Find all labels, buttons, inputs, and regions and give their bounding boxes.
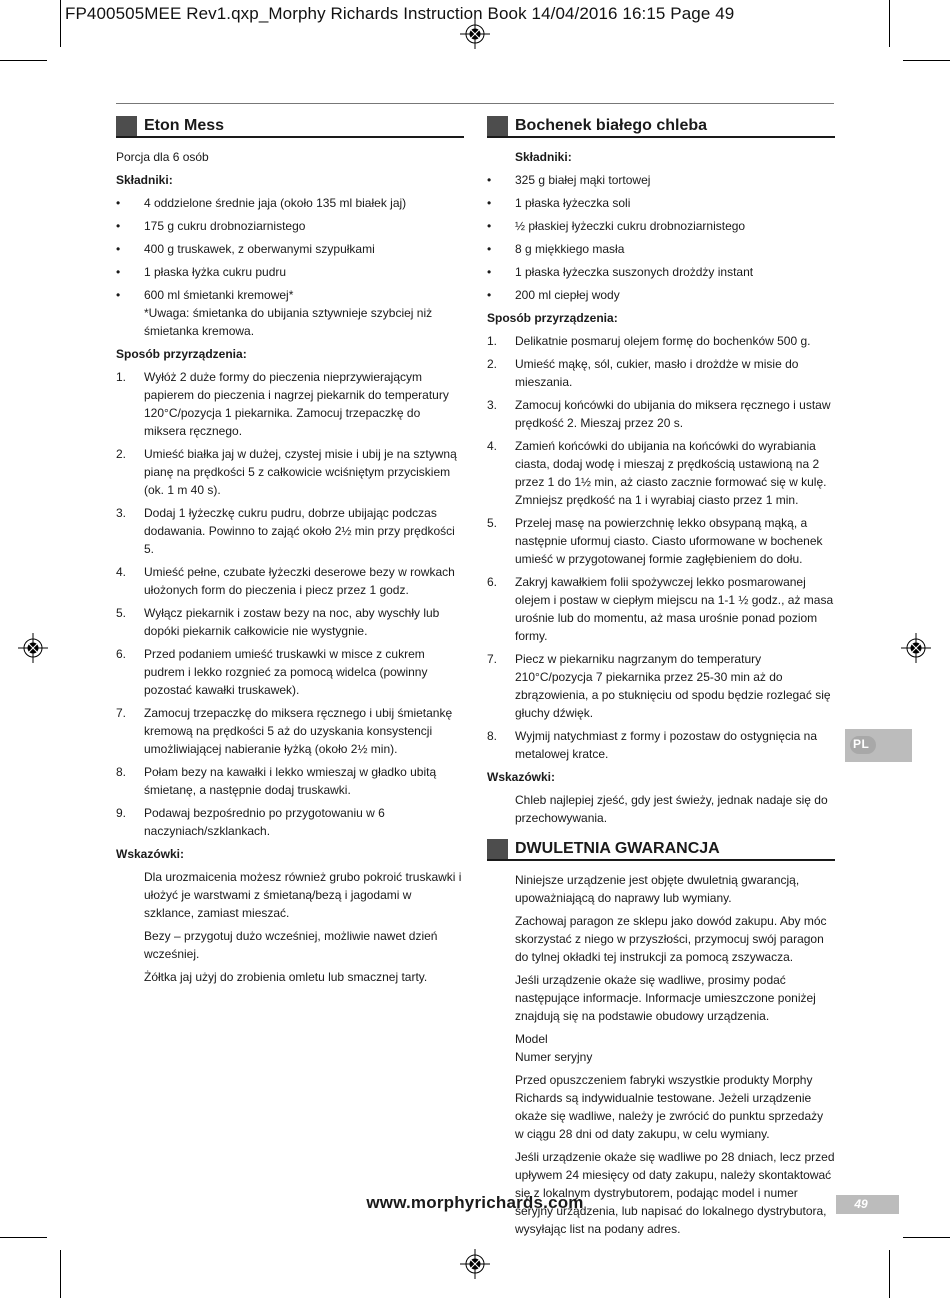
registration-mark-icon	[901, 633, 931, 663]
serves-text: Porcja dla 6 osób	[116, 150, 209, 164]
bullet-icon: •	[116, 196, 121, 210]
list-item: 6. Zakryj kawałkiem folii spożywczej lekko posmarowanej olejem i postaw w ciepłym miejscu na 1-1 ½ godz., aż masa urośnie lub do momentu, aż masa urośnie ponad poziom formy.	[487, 575, 834, 643]
recipe-title: Eton Mess	[144, 117, 225, 134]
bullet-icon: •	[487, 265, 492, 279]
bullet-icon: •	[487, 288, 492, 302]
list-item: 5. Wyłącz piekarnik i zostaw bezy na noc, aby wyschły lub dopóki piekarnik całkowicie nie wystygnie.	[116, 606, 440, 638]
crop-mark	[60, 1250, 61, 1298]
list-item: 8. Połam bezy na kawałki i lekko wmieszaj w gładko ubitą śmietanę, a następnie dodaj truskawki.	[116, 765, 437, 797]
bullet-icon: •	[116, 288, 121, 302]
list-item: • 400 g truskawek, z oberwanymi szypułkami	[116, 242, 375, 256]
method-steps	[487, 332, 835, 763]
tips-label: Wskazówki:	[116, 847, 185, 861]
heading-marker	[487, 839, 508, 859]
bullet-icon: •	[487, 219, 492, 233]
recipe-eton-mess	[116, 116, 464, 991]
warranty-paragraph: Jeśli urządzenie okaże się wadliwe po 28 dniach, lecz przed upływem 24 miesięcy od daty zakupu, należy skontaktować się z lokalnym dystrybutorem, podając model i numer seryjny urządzenia, lub napisać do lokalnego dystrybutora, wysyłając list na podany adres.	[515, 1150, 835, 1236]
registration-mark-icon	[18, 633, 48, 663]
crop-mark	[0, 60, 47, 61]
list-item: • 1 płaska łyżka cukru pudru	[116, 265, 287, 279]
top-rule	[116, 103, 834, 104]
method-label: Sposób przyrządzenia:	[487, 311, 618, 325]
language-code: PL	[853, 737, 870, 751]
list-item: 7. Zamocuj trzepaczkę do miksera ręcznego i ubij śmietankę kremową na prędkości 5 aż do uzyskania konsystencji umożliwiającej nabieranie łyżką (około 2½ min).	[116, 706, 453, 756]
list-item: 8. Wyjmij natychmiast z formy i pozostaw do ostygnięcia na metalowej kratce.	[487, 729, 818, 761]
page-number: 49	[854, 1197, 868, 1211]
list-item: • ½ płaskiej łyżeczki cukru drobnoziarnistego	[487, 219, 746, 233]
crop-mark	[903, 1237, 950, 1238]
crop-mark	[889, 0, 890, 47]
tip-text: Chleb najlepiej zjeść, gdy jest świeży, jednak nadaje się do przechowywania.	[515, 793, 828, 825]
warranty-paragraph: Jeśli urządzenie okaże się wadliwe, prosimy podać następujące informacje. Informacje umieszczone poniżej znajdują się na podstawie obudowy urządzenia.	[515, 973, 816, 1023]
list-item: 2. Umieść mąkę, sól, cukier, masło i drożdże w misie do mieszania.	[487, 357, 799, 389]
list-item: 5. Przelej masę na powierzchnię lekko obsypaną mąką, a następnie uformuj ciasto. Ciasto uformowane w bochenek umieść w przygotowanej formie zagłębieniem do dołu.	[487, 516, 823, 566]
language-tab	[845, 729, 912, 762]
list-item: • 1 płaska łyżeczka soli	[487, 196, 631, 210]
heading-marker	[487, 116, 508, 136]
list-item: 4. Umieść pełne, czubate łyżeczki deserowe bezy w rowkach ułożonych form do pieczenia i piecz przez 1 godz.	[116, 565, 455, 597]
list-item: 3. Zamocuj końcówki do ubijania do miksera ręcznego i ustaw prędkość 2. Mieszaj przez 20 s.	[487, 398, 831, 430]
bullet-icon: •	[116, 265, 121, 279]
warranty-serial: Numer seryjny	[515, 1050, 593, 1064]
ingredients-list	[487, 171, 835, 304]
list-item: • 8 g miękkiego masła	[487, 242, 625, 256]
tip-text: Bezy – przygotuj dużo wcześniej, możliwie nawet dzień wcześniej.	[144, 929, 438, 961]
list-item: 4. Zamień końcówki do ubijania na końcówki do wyrabiania ciasta, dodaj wodę i mieszaj z prędkością ustawioną na 2 przez 1 do 1½ min, aż ciasto zacznie formować się w kulę. Zmniejsz prędkość na 1 i wyrabiaj ciasto przez 1 min.	[487, 439, 827, 507]
recipe-title: Bochenek białego chleba	[515, 117, 708, 134]
crop-mark	[889, 1250, 890, 1298]
bullet-icon: •	[487, 196, 492, 210]
tip-text: Dla urozmaicenia możesz również grubo pokroić truskawki i ułożyć je warstwami z śmietaną/bezą i jagodami w szklance, zamiast mieszać.	[144, 870, 462, 920]
ingredients-list	[116, 194, 464, 340]
printer-slug: FP400505MEE Rev1.qxp_Morphy Richards Instruction Book 14/04/2016 16:15 Page 49	[65, 4, 735, 23]
bullet-icon: •	[116, 242, 121, 256]
tips-label: Wskazówki:	[487, 770, 556, 784]
list-item: 3. Dodaj 1 łyżeczkę cukru pudru, dobrze ubijając podczas dodawania. Powinno to zająć około 2½ min przy prędkości 5.	[116, 506, 455, 556]
crop-mark	[60, 0, 61, 47]
ingredients-label: Składniki:	[515, 150, 572, 164]
list-item: • 1 płaska łyżeczka suszonych drożdży instant	[487, 265, 754, 279]
warranty-model: Model	[515, 1032, 548, 1046]
bullet-icon: •	[116, 219, 121, 233]
list-item: 7. Piecz w piekarniku nagrzanym do temperatury 210°C/pozycja 7 piekarnika przez 25-30 min aż do zbrązowienia, a po stuknięciu od spodu będzie rozlegać się głuchy dźwięk.	[487, 652, 831, 720]
heading-marker	[116, 116, 137, 136]
tip-text: Żółtka jaj użyj do zrobienia omletu lub smacznej tarty.	[144, 970, 428, 984]
registration-mark-icon	[460, 1249, 490, 1279]
warranty-paragraph: Przed opuszczeniem fabryki wszystkie produkty Morphy Richards są indywidualnie testowane. Jeżeli urządzenie okaże się wadliwe, należy je zwrócić do punktu sprzedaży w ciągu 28 dni od daty zakupu, w celu wymiany.	[515, 1073, 824, 1141]
section-heading	[116, 116, 464, 138]
crop-mark	[0, 1237, 47, 1238]
method-label: Sposób przyrządzenia:	[116, 347, 247, 361]
method-steps	[116, 368, 464, 840]
ingredients-note: *Uwaga: śmietanka do ubijania sztywnieje szybciej niż śmietanka kremowa.	[144, 306, 433, 338]
list-item: • 200 ml ciepłej wody	[487, 288, 620, 302]
list-item: • 4 oddzielone średnie jaja (około 135 ml białek jaj)	[116, 196, 407, 210]
list-item: • 175 g cukru drobnoziarnistego	[116, 219, 306, 233]
list-item: • 325 g białej mąki tortowej	[487, 173, 651, 187]
section-heading	[487, 116, 835, 138]
list-item: 1. Wyłóż 2 duże formy do pieczenia nieprzywierającym papierem do pieczenia i nagrzej piekarnik do temperatury 120°C/pozycja 1 piekarnika. Zamocuj trzepaczkę do miksera ręcznego.	[116, 370, 449, 438]
page-number-box	[836, 1195, 899, 1214]
section-heading	[487, 839, 835, 861]
website-url: www.morphyrichards.com	[366, 1193, 584, 1212]
warranty-paragraph: Zachowaj paragon ze sklepu jako dowód zakupu. Aby móc skorzystać z niego w przyszłości, przymocuj swój paragon do tylnej okładki tej instrukcji za pomocą zszywacza.	[515, 914, 827, 964]
warranty-title: DWULETNIA GWARANCJA	[515, 840, 720, 857]
warranty-paragraph: Niniejsze urządzenie jest objęte dwuletnią gwarancją, upoważniającą do naprawy lub wymiany.	[515, 873, 800, 905]
recipe-white-bread	[487, 116, 835, 1243]
ingredients-label: Składniki:	[116, 173, 173, 187]
list-item: 9. Podawaj bezpośrednio po przygotowaniu w 6 naczyniach/szklankach.	[116, 806, 385, 838]
list-item: • 600 ml śmietanki kremowej* *Uwaga: śmietanka do ubijania sztywnieje szybciej niż śmietanka kremowa.	[116, 286, 464, 340]
crop-mark	[903, 60, 950, 61]
bullet-icon: •	[487, 173, 492, 187]
bullet-icon: •	[487, 242, 492, 256]
list-item: 6. Przed podaniem umieść truskawki w misce z cukrem pudrem i lekko rozgnieć za pomocą widelca (powinny pozostać kawałki truskawek).	[116, 647, 428, 697]
list-item: 2. Umieść białka jaj w dużej, czystej misie i ubij je na sztywną pianę na prędkości 5 z całkowicie wciśniętym przyciskiem (ok. 1 m 40 s).	[116, 447, 457, 497]
list-item: 1. Delikatnie posmaruj olejem formę do bochenków 500 g.	[487, 334, 811, 348]
registration-mark-icon	[460, 19, 490, 49]
